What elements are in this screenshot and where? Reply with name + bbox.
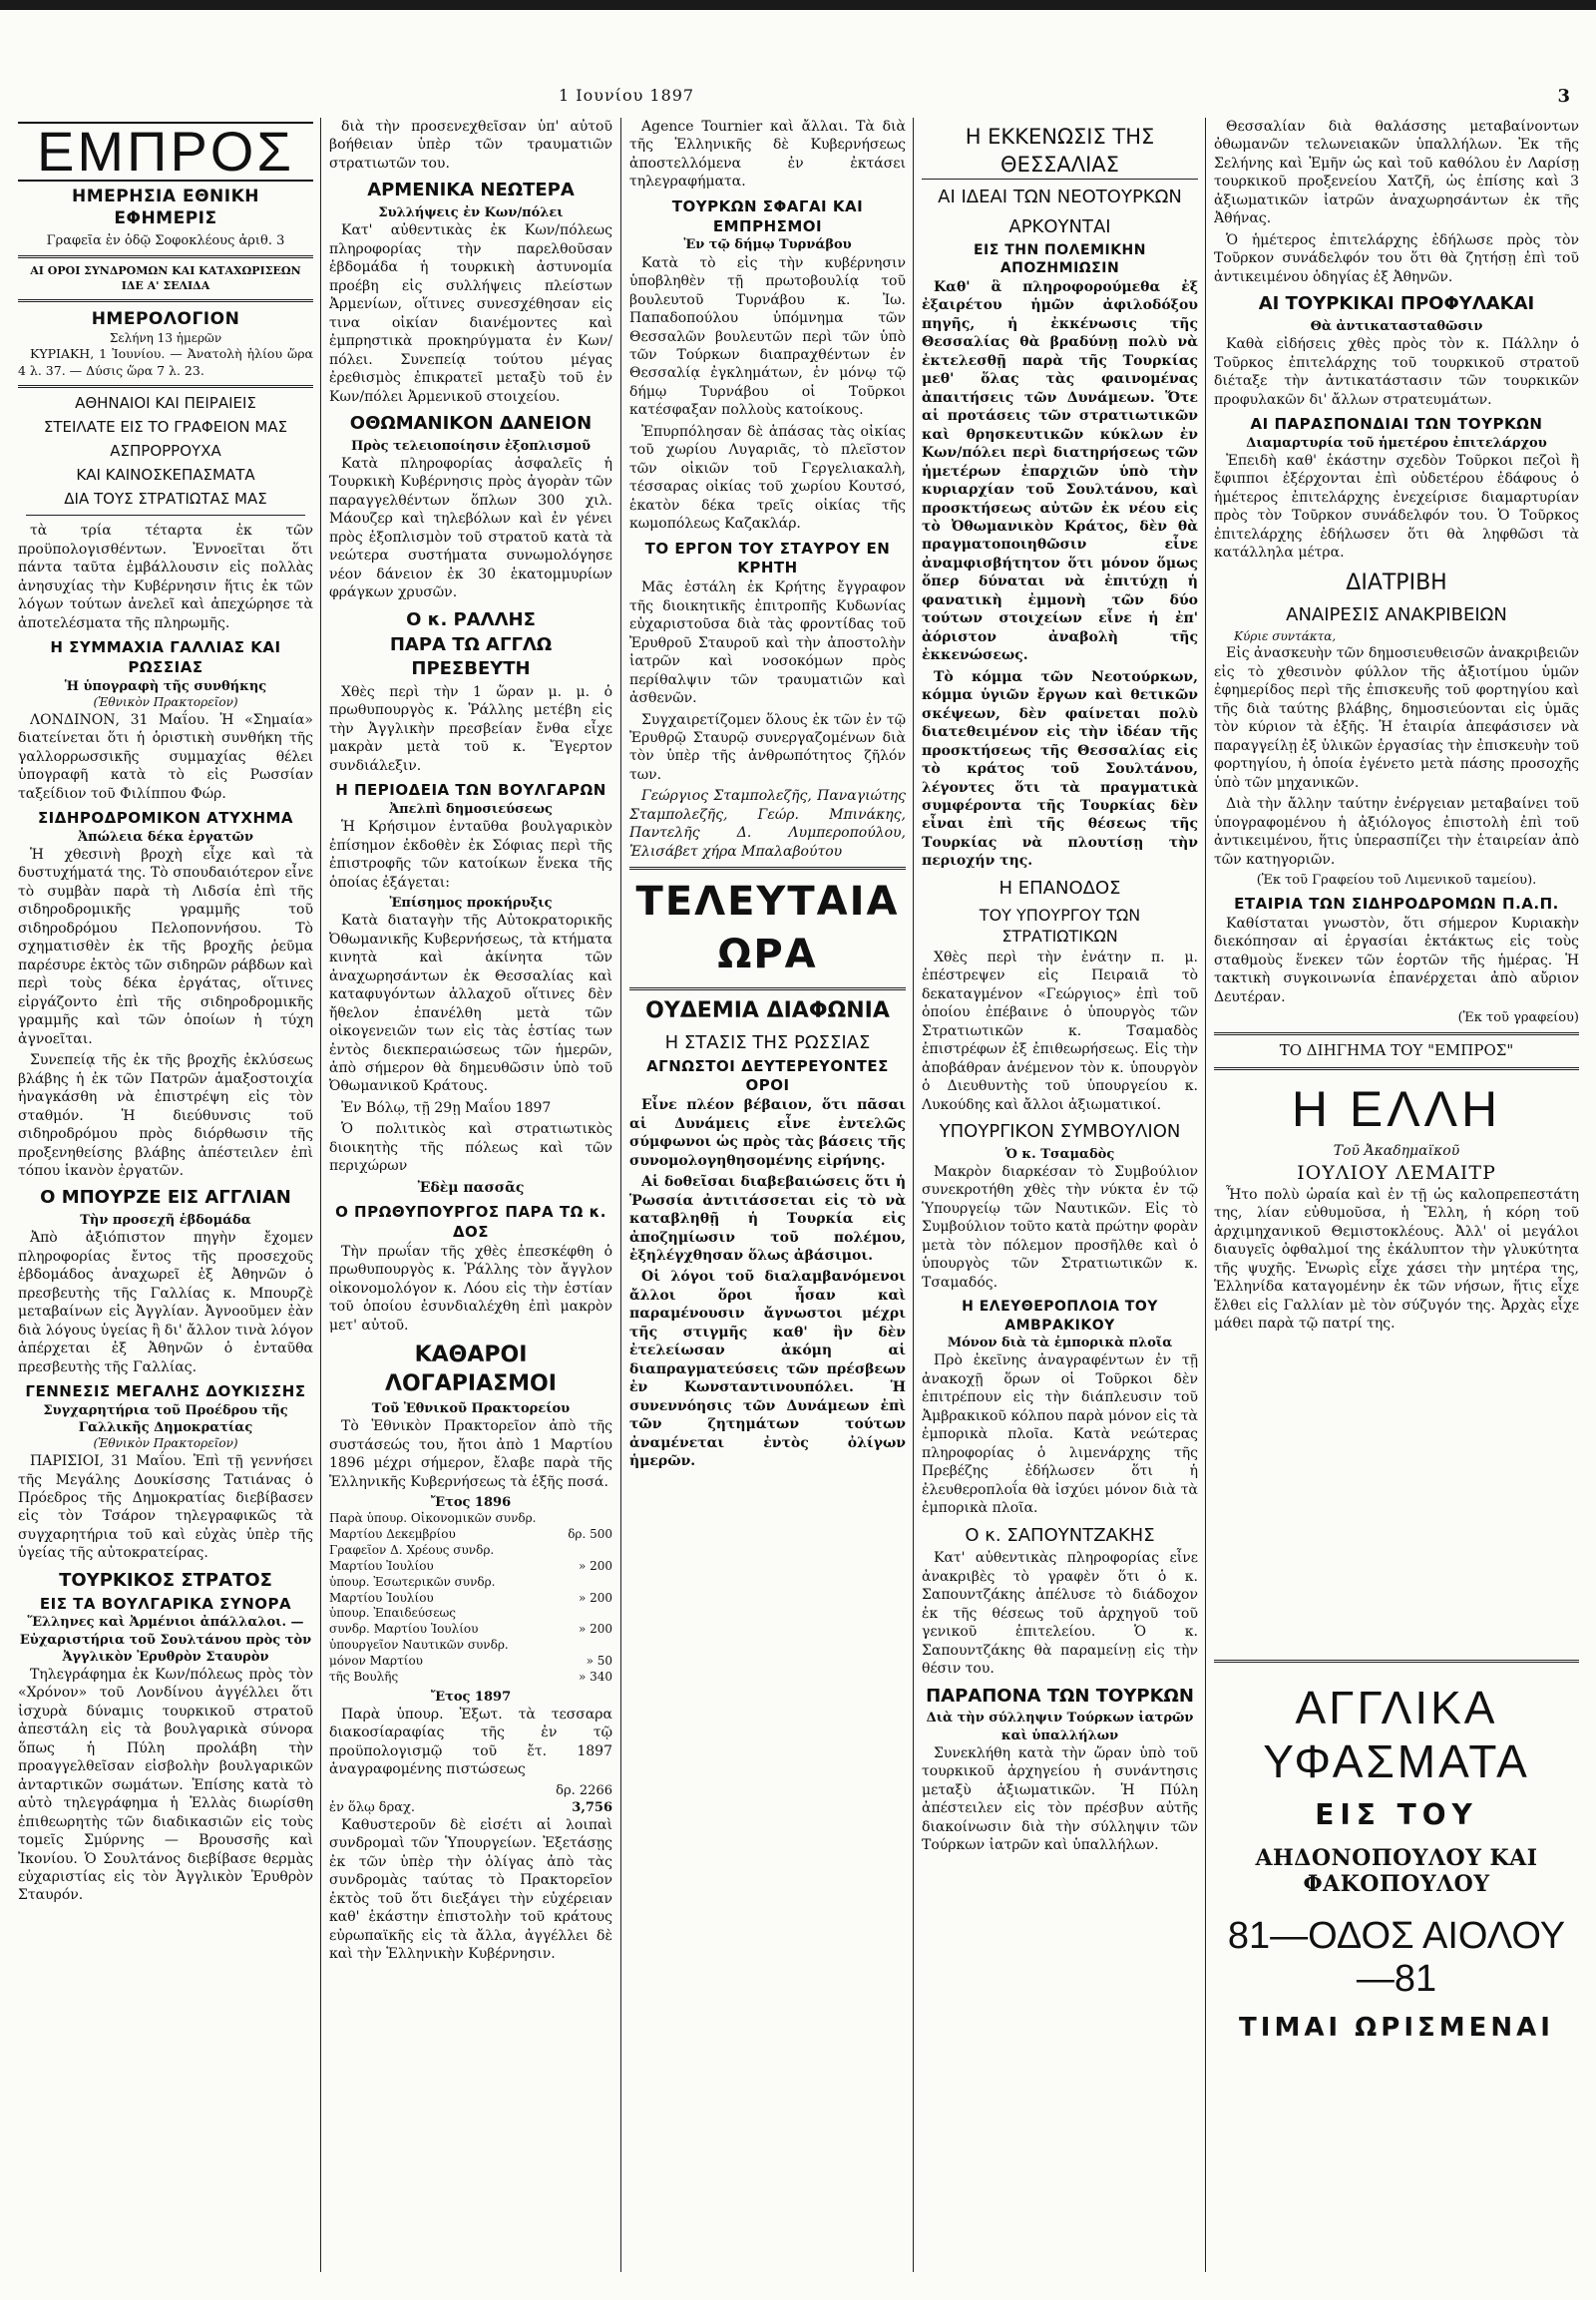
article-heading: Η ΕΛΕΥΘΕΡΟΠΛΟΙΑ ΤΟΥ ΑΜΒΡΑΚΙΚΟΥ [962,1299,1158,1334]
article-heading: ΔΙΑΤΡΙΒΗ [1346,570,1447,595]
article-text: Κατ' αὐθεντικὰς ἐκ Κων/πόλεως πληροφορίας τὴν παρελθοῦσαν ἑβδομάδα ἡ τουρκικὴ ἀστυνομία προέβη εἰς συλλήψεις πλείστων Ἀρμενίων, οἵτινες συνεσχέθησαν εἰς τινα οἰκίαν διανέμοντες καὶ ἐμπρηστικὰ προκηρύγματα ἐν Κων/πόλει. Συνεπείᾳ τούτου μέγας ἐρεθισμὸς ἐπικρατεῖ μεταξὺ τοῦ ἐν Κων/πόλει Ἀρμενικοῦ στοιχείου. [329,222,612,405]
article-heading: Ο κ. ΡΑΛΛΗΣ [406,608,536,630]
ledger-year: Ἔτος 1896 [430,1495,512,1511]
ledger-row [329,1511,612,1527]
top-border [0,0,1596,10]
ledger-label: Μαρτίου Ἰουλίου [329,1590,434,1605]
article-text: Αἱ δοθεῖσαι διαβεβαιώσεις ὅτι ἡ Ῥωσσία ἀντιτάσσεται εἰς τὸ νὰ καταβληθῇ ἡ Τουρκία εἰς ἀποζημίωσιν τοῦ πολέμου, ἐξηλέγχθησαν ὅλως ἀβάσιμοι. [629,1174,906,1264]
article-text: Κατ' αὐθεντικὰς πληροφορίας εἶνε ἀνακριβὲς τὸ γραφὲν ὅτι ὁ κ. Σαπουντζάκης ἀπέλυσε τὸ διάδοχον ἐκ τῆς θέσεως τοῦ ἀρχηγοῦ τοῦ γενικοῦ ἐπιτελείου. Ὁ κ. Σαπουντζάκης θὰ παραμείνῃ εἰς τὴν θέσιν του. [922,1550,1198,1678]
ad-line: ΑΓΓΛΙΚΑ ΥΦΑΣΜΑΤΑ [1263,1682,1530,1787]
article-heading: ΕΙΣ ΤΗΝ ΠΟΛΕΜΙΚΗΝ ΑΠΟΖΗΜΙΩΣΙΝ [973,241,1146,277]
ad-line: ΤΙΜΑΙ ΩΡΙΣΜΕΝΑΙ [1239,2013,1554,2043]
article-text: Ἐπυρπόλησαν δὲ ἁπάσας τὰς οἰκίας τοῦ χωρίου Λυγαριᾶς, τὸ πλεῖστον τῶν οἰκιῶν τοῦ Γεργελιακαλὴ, τέσσαρας οἰκίας τοῦ χωρίου Κουτσό, ἑκατὸν δέκα τρεῖς οἰκίας τῆς κωμοπόλεως Καζακλάρ. [629,423,906,533]
ledger-label: Γραφεῖον Δ. Χρέους συνδρ. [329,1543,495,1558]
article-text: ΛΟΝΔΙΝΟΝ, 31 Μαΐου. Ἡ «Σημαία» διατείνεται ὅτι ἡ ὁριστικὴ συνθήκη τῆς γαλλορρωσσικῆς συμμαχίας θέλει ὑπογραφῆ κατὰ τὸ εἰς Ρωσσίαν ταξείδιον τοῦ Φιλίππου Φώρ. [18,711,313,802]
article-text: Κατὰ διαταγὴν τῆς Αὐτοκρατορικῆς Ὀθωμανικῆς Κυβερνήσεως, τὰ κτήματα κινητὰ καὶ ἀκίνητα τῶν ἀναχωρησάντων ἐκ Θεσσαλίας καὶ καταφυγόντων ἀλλαχοῦ οἵτινες δὲν ἤθελον ἐπανέλθη μετὰ τῶν οἰκογενειῶν των εἰς τὰς ἑστίας των ἐντὸς διεκπεραιώσεως τῶν ἡμερῶν, ἀπὸ σήμερον θὰ δημευθῶσιν ὑπὸ τοῦ Ὀθωμανικοῦ Κράτους. [329,913,612,1095]
article-text: Παρὰ ὑπουρ. Ἐξωτ. τὰ τεσσαρα διακοσίαραφίας τῆς ἐν τῷ προϋπολογισμῷ τοῦ ἔτ. 1897 ἀναγραφομένης πιστώσεως [329,1706,612,1778]
office-address: Γραφεῖα ἐν ὁδῷ Σοφοκλέους ἀριθ. 3 [46,232,285,248]
advertisement [1214,1660,1579,2161]
article-subheading: Ἀπώλεια δέκα ἐργατῶν [78,829,253,845]
article-text: διὰ τὴν προσενεχθεῖσαν ὑπ' αὐτοῦ βοήθειαν ὑπὲρ τῶν τραυματιῶν στρατιωτῶν του. [329,119,612,172]
article-subheading: Ἡ ὑπογραφὴ τῆς συνθήκης [64,678,267,694]
ledger-row [329,1622,612,1638]
ad-line: 81—ΟΔΟΣ ΑΙΟΛΟΥ—81 [1227,1915,1566,2000]
article-text: Διὰ τὴν ἄλλην ταύτην ἐνέργειαν μεταβαίνει τοῦ ὑπογραφομένου ἡ ἀξιόλογος ἐπιστολὴ ἐπὶ τοῦ ἀντικειμένου, ἥτις ὑπερασπίζει τὴν ἑταιρείαν ἀπὸ τῶν κατηγοριῶν. [1214,796,1579,868]
article-text: Συγχαιρετίζομεν ὅλους ἐκ τῶν ἐν τῷ Ἐρυθρῷ Σταυρῷ συνεργαζομένων διὰ τὸν ὑπὲρ τῆς ἀνθρωπότητος ζῆλόν των. [629,711,906,783]
ad-heading: ΚΑΙ ΚΑΙΝΟΣΚΕΠΑΣΜΑΤΑ [76,465,255,484]
ledger-label: ὑπουργεῖον Ναυτικῶν συνδρ. [329,1638,509,1653]
article-heading: Η ΠΕΡΙΟΔΕΙΑ ΤΩΝ ΒΟΥΛΓΑΡΩΝ [335,781,606,800]
divider [1214,1067,1579,1070]
article-subheading: Ἕλληνες καὶ Ἀρμένιοι ἀπάλλαλοι. — Εὐχαριστήρια τοῦ Σουλτάνου πρὸς τὸν Ἀγγλικὸν Ἐρυθρὸν Σταυρὸν [19,1615,312,1665]
ledger-value: » 200 [578,1590,612,1605]
article-text: Ἀπὸ ἀξιόπιστον πηγὴν ἔχομεν πληροφορίας ἔντος τῆς προσεχοῦς ἑβδομάδος ἀναχωρεῖ ἐξ Ἀθηνῶν ὁ πρεσβευτὴς τῆς Γαλλίας κ. Μπουρζὲ μεταβαίνων εἰς Ἀγγλίαν. Ἀγνοοῦμεν ἐὰν διὰ λόγους ὑγείας ἢ δι' ἄλλον τινὰ λόγον ἀπέρχεται ἐξ Ἀθηνῶν ὁ ἐνταῦθα πρεσβευτὴς τῆς Γαλλίας. [18,1230,313,1375]
article-signature-name: Ἐδὲμ πασσᾶς [417,1179,525,1196]
article-text: Τὸ Ἐθνικὸν Πρακτορεῖον ἀπὸ τῆς συστάσεώς του, ἤτοι ἀπὸ 1 Μαρτίου 1896 μέχρι σήμερον, ἔλαβε παρὰ τῆς Ἑλληνικῆς Κυβερνήσεως τὰ ἑξῆς ποσά. [329,1418,612,1490]
article-source: (Ἐθνικὸν Πρακτορεῖον) [93,694,238,709]
ledger-label: ὑπουρ. Ἐσωτερικῶν συνδρ. [329,1574,496,1589]
article-heading: ΑΙ ΠΑΡΑΣΠΟΝΔΙΑΙ ΤΩΝ ΤΟΥΡΚΩΝ [1250,415,1543,433]
article-subheading: Θὰ ἀντικατασταθῶσιν [1310,318,1483,334]
article-source: (Ἐκ τοῦ Γραφείου τοῦ Λιμενικοῦ ταμείου). [1256,873,1537,888]
article-signature: Γεώργιος Σταμπολεζῆς, Παναγιώτης Σταμπολεζῆς, Γεώρ. Μπινάκης, Παντελῆς Δ. Λυμπεροπούλου, Ἐλισάβετ χήρα Μπαλαβούτου [629,788,906,860]
article-heading: Η ΣΤΑΣΙΣ ΤΗΣ ΡΩΣΣΙΑΣ [664,1031,871,1053]
divider [629,867,906,870]
ledger-value: » 200 [578,1622,612,1637]
ledger-sum: δρ. 2266 [556,1782,612,1798]
article-heading: ΤΟΥ ΥΠΟΥΡΓΟΥ ΤΩΝ ΣΤΡΑΤΙΩΤΙΚΩΝ [979,905,1141,946]
ledger-row [329,1575,612,1591]
article-text: Κατὰ τὸ εἰς τὴν κυβέρνησιν ὑποβληθὲν τῇ πρωτοβουλίᾳ τοῦ βουλευτοῦ Τυρνάβου κ. Ἰω. Παπαδοπούλου ὑπόμνημα τῶν Θεσσαλῶν βουλευτῶν περὶ τῶν ὑπὸ τῶν Τούρκων διαπραχθέντων ἐν Θεσσαλίᾳ ἐγκλημάτων, ἐν μόνῳ τῷ δήμῳ Τυρνάβου οἱ Τοῦρκοι κατέσφαξαν πολλοὺς κατοίκους. [629,254,906,419]
ledger-total-row [329,1799,612,1816]
article-text: Συνεπείᾳ τῆς ἐκ τῆς βροχῆς ἐκλύσεως βλάβης ἡ ἐκ τῶν Πατρῶν ἁμαξοστοιχία ἠναγκάσθη νὰ ἐπιστρέψη εἰς τὸν σταθμόν. Ἡ διεύθυνσις τοῦ σιδηροδρόμου πρὸς διόρθωσιν τῆς προξενηθείσης βλάβης ἀπέστειλεν ἐπὶ τόπου ἱκανὸν ἐργατῶν. [18,1052,313,1179]
article-heading: ΑΡΜΕΝΙΚΑ ΝΕΩΤΕΡΑ [367,180,575,201]
ad-text: τὰ τρία τέταρτα ἐκ τῶν προϋπολογισθέντων. Ἐννοεῖται ὅτι πάντα ταῦτα ἐμβάλλουσιν εἰς πολλὰς ἀνησυχίας τὴν Κυβέρνησιν ἥτις ἐκ τῶν λόγων τούτων ἀνελεῖ καὶ ἀπεχώρησε τὰ ἀποτελέσματα τῆς πληρωμῆς. [18,523,313,631]
article-subheading: Μόνον διὰ τὰ ἐμπορικὰ πλοῖα [947,1336,1173,1351]
divider [18,255,313,258]
ad-heading: ΑΘΗΝΑΙΟΙ ΚΑΙ ΠΕΙΡΑΙΕΙΣ [75,394,256,413]
article-heading: ΚΑΘΑΡΟΙ ΛΟΓΑΡΙΑΣΜΟΙ [385,1342,557,1397]
calendar-title: ΗΜΕΡΟΛΟΓΙΟΝ [91,309,240,330]
ledger-row [329,1654,612,1670]
story-from: Τοῦ Ἀκαδημαϊκοῦ [1333,1143,1460,1160]
divider [1214,1032,1579,1035]
article-text: Εἶνε πλέον βέβαιον, ὅτι πᾶσαι αἱ Δυνάμεις εἶνε ἐντελῶς σύμφωνοι ὡς πρὸς τὰς βάσεις τῆς συνομολογηθησομένης εἰρήνης. [629,1097,906,1169]
article-subheading: Πρὸς τελειοποίησιν ἐξοπλισμοῦ [351,438,591,454]
divider [18,385,313,388]
article-text: Καθὰ εἰδήσεις χθὲς πρὸς τὸν κ. Πάλλην ὁ Τοῦρκος ἐπιτελάρχης τοῦ τουρκικοῦ στρατοῦ διέταξε τὴν ἀντικατάστασιν τῶν τουρκικῶν προφυλακῶν δι' ἄλλων στρατευμάτων. [1214,336,1579,408]
article-text: Μακρὸν διαρκέσαν τὸ Συμβούλιον συνεκροτήθη χθὲς τὴν νύκτα ἐν τῷ Ὑπουργείῳ τῶν Ναυτικῶν. Εἰς τὸ Συμβούλιον τοῦτο κατὰ πρώτην φορὰν μετὰ τὸν πόλεμον προσῆλθε καὶ ὁ ὑπουργὸς τῶν Στρατιωτικῶν κ. Τσαμαδός. [922,1163,1198,1291]
article-heading: ΠΑΡΑ ΤΩ ΑΓΓΛΩ ΠΡΕΣΒΕΥΤΗ [389,634,553,680]
article-heading: Η ΣΥΜΜΑΧΙΑ ΓΑΛΛΙΑΣ ΚΑΙ ΡΩΣΣΙΑΣ [50,638,281,676]
article-text: Χθὲς περὶ τὴν ἐνάτην π. μ. ἐπέστρεψεν εἰς Πειραιᾶ τὸ δεκαταγμένον «Γεώργιος» ἐπὶ τοῦ ὁποίου ἐπέβαινε ὁ ὑπουργὸς τῶν Στρατιωτικῶν κ. Τσαμαδὸς ἐπιστρέφων ἐξ ἐπιθεωρήσεως. Εἰς τὴν ἀποβάθραν ἀνέμενον τὸν κ. ὑπουργὸν ὁ Διευθυντὴς τοῦ ὑπουργείου κ. Λυκούδης καὶ ἄλλοι ἀξιωματικοί. [922,949,1198,1113]
article-heading: ΑΙ ΙΔΕΑΙ ΤΩΝ ΝΕΟΤΟΥΡΚΩΝ [938,187,1182,208]
ledger-total-label: ἐν ὅλῳ δραχ. [329,1799,416,1815]
article-subheading: Διαμαρτυρία τοῦ ἡμετέρου ἐπιτελάρχου [1246,435,1547,451]
article-heading: ΟΘΩΜΑΝΙΚΟΝ ΔΑΝΕΙΟΝ [349,413,593,434]
article-text: Μᾶς ἐστάλη ἐκ Κρήτης ἔγγραφον τῆς διοικητικῆς ἐπιτροπῆς Κυδωνίας εὐχαριστοῦσα διὰ τὰς φροντίδας τοῦ Ἐρυθροῦ Σταυροῦ καὶ τὴν ἀποστολὴν ἰατρῶν καὶ νοσοκόμων πρὸς περίθαλψιν τῶν τραυματιῶν καὶ ἀσθενῶν. [629,579,906,707]
column-3 [629,118,906,2272]
ledger-row [329,1606,612,1622]
article-subheading: Συλλήψεις ἐν Κων/πόλει [378,205,564,221]
article-subheading: Ὁ κ. Τσαμαδὸς [1004,1146,1115,1162]
article-heading: ΑΙ ΤΟΥΡΚΙΚΑΙ ΠΡΟΦΥΛΑΚΑΙ [1258,293,1535,315]
calendar-line: ΚΥΡΙΑΚΗ, 1 Ἰουνίου. — Ἀνατολὴ ἡλίου ὥρα 4 λ. 37. — Δύσις ὥρα 7 λ. 23. [18,346,313,378]
article-text: Agence Tournier καὶ ἄλλαι. Τὰ διὰ τῆς Ἑλληνικῆς δὲ Κυβερνήσεως ἀποστελλόμενα ἐν ἐκτάσει τηλεγραφήματα. [629,119,906,191]
column-rule [1205,118,1206,2272]
article-heading: ΟΥΔΕΜΙΑ ΔΙΑΦΩΝΙΑ [645,997,890,1023]
ledger-row [329,1543,612,1559]
article-heading: ΑΡΚΟΥΝΤΑΙ [1008,216,1111,238]
ledger-value: δρ. 500 [568,1527,612,1542]
ledger-label: ὑπουρ. Ἐπαιδεύσεως [329,1606,456,1621]
ledger-year: Ἔτος 1897 [430,1689,512,1705]
article-text: Συνεκλήθη κατὰ τὴν ὥραν ὑπὸ τοῦ τουρκικοῦ ἀρχηγείου ἡ συνάντησις μεταξὺ ἀξιωματικῶν. Ἡ Πύλη ἀπέστειλεν εἰς τὸν πρέσβυν αὐτῆς διακοίνωσιν διὰ τὴν σύλληψιν τῶν Τούρκων ἰατρῶν καὶ ὑπαλλήλων. [922,1744,1198,1853]
article-text: Πρὸ ἐκεῖνης ἀναγραφέντων ἐν τῇ ἀνακοχῇ ὅρων οἱ Τοῦρκοι δὲν ἐπιτρέπουν εἰς τὴν διάπλευσιν τοῦ Ἀμβρακικοῦ κόλπου παρὰ μόνον εἰς τὰ ἐμπορικὰ πλοῖα. Κατὰ νεώτερας πληροφορίας ὁ λιμενάρχης τῆς Πρεβέζης ἐδήλωσεν ὅτι ἡ ἐλευθεροπλοΐα θὰ ἰσχύει μόνον διὰ τὰ ἐμπορικὰ πλοῖα. [922,1352,1198,1517]
article-text: Οἱ λόγοι τοῦ διαλαμβανόμενοι ἄλλοι ὅροι ἦσαν καὶ παραμένουσιν ἄγνωστοι μέχρι τῆς στιγμῆς καθ' ἣν δὲν ἐτελείωσαν ἀκόμη αἱ διαπραγματεύσεις τῶν πρέσβεων ἐν Κωνσταντινουπόλει. Ἡ συνεννόησις τῶν Δυνάμεων ἐπὶ τῶν ζητημάτων τούτων ἀναμένεται ἐντὸς ὀλίγων ἡμερῶν. [629,1269,906,1470]
article-heading: ΑΝΑΙΡΕΣΙΣ ΑΝΑΚΡΙΒΕΙΩΝ [1286,603,1507,625]
column-5 [1214,118,1579,1654]
ledger-value: » 50 [586,1653,612,1668]
ad-heading: ΣΤΕΙΛΑΤΕ ΕΙΣ ΤΟ ΓΡΑΦΕΙΟΝ ΜΑΣ [43,418,288,437]
ledger-table [329,1511,612,1685]
article-text: Θεσσαλίαν διὰ θαλάσσης μεταβαίνοντων ὀθωμανῶν τελωνειακῶν ὑπαλλήλων. Ἐκ τῆς Σελήνης καὶ Ἐμῆν ὡς καὶ τοῦ καθόλου ἐν Λαρίσῃ τουρκικοῦ προξενείου Χατζῆ, ὡς ἐπίσης καὶ 3 ἀξιωματικῶν ἰατρῶν ἀναχωρησάντων ἐκ τῆς Ἀθήνας. [1214,119,1579,227]
article-text: Τηλεγράφημα ἐκ Κων/πόλεως πρὸς τὸν «Χρόνον» τοῦ Λονδίνου ἀγγέλλει ὅτι ἰσχυρὰ δύναμις τουρκικοῦ στρατοῦ ἀπεστάλη εἰς τὰ βουλγαρικὰ σύνορα ὅπως ἡ Πύλη προλάβη τὴν προαγγελθεῖσαν εἰσβολὴν βουλγαρικῶν ἀνταρτικῶν σωμάτων. Ἐπίσης κατὰ τὸ αὐτὸ τηλεγράφημα ἡ Ἑλλὰς διωρίσθη ἐπιθεωρητὴς τῶν διαδικασιῶν εἰς τοὺς τομεῖς Σμύρνης — Βρουσσῆς καὶ Ἰκονίου. Ὁ Σουλτάνος διεβίβασε θερμὰς εὐχαριστίας εἰς τὸν Ἀγγλικὸν Ἐρυθρὸν Σταυρόν. [18,1666,313,1904]
article-subheading: Συγχαρητήρια τοῦ Προέδρου τῆς Γαλλικῆς Δημοκρατίας [43,1402,288,1436]
article-heading: ΤΟΥΡΚΙΚΟΣ ΣΤΡΑΤΟΣ [59,1569,272,1591]
article-source: (Ἐκ τοῦ γραφείου) [1457,1010,1579,1026]
article-text: Ἐπειδὴ καθ' ἑκάστην σχεδὸν Τοῦρκοι πεζοὶ ἢ ἔφιπποι ἐξέρχονται ἐπὶ οὐδετέρου ἐδάφους ὁ ἡμέτερος ἐπιτελάρχης ἐνεχείρισε διαμαρτυρίαν πρὸς τὸν Τοῦρκον συνάδελφόν του. Ὁ Τοῦρκος ἐπιτελάρχης ἐδήλωσεν ὅτι θὰ ληφθῶσι τὰ κατάλληλα μέτρα. [1214,452,1579,562]
article-heading: Ο ΜΠΟΥΡΖΕ ΕΙΣ ΑΓΓΛΙΑΝ [40,1187,291,1209]
header-date: 1 Ιουνίου 1897 [559,86,695,105]
ad-heading: ΑΣΠΡΟΡΡΟΥΧΑ [110,441,221,460]
ledger-row [329,1638,612,1654]
ledger-label: συνδρ. Μαρτίου Ἰουλίου [329,1622,479,1637]
column-2 [329,118,612,2272]
ledger-label: Μαρτίου Ἰουλίου [329,1558,434,1573]
article-text: Τὴν πρωΐαν τῆς χθὲς ἐπεσκέφθη ὁ πρωθυπουργὸς κ. Ῥάλλης τὸν ἄγγλον οἰκονομολόγον κ. Λόου εἰς τὴν ἑστίαν τοῦ ὁποίου ἐσυνδιαλέχθη ἐπὶ μακρὸν μετ' αὐτοῦ. [329,1243,612,1334]
terms-note: ΑΙ ΟΡΟΙ ΣΥΝΔΡΟΜΩΝ ΚΑΙ ΚΑΤΑΧΩΡΙΣΕΩΝ ΙΔΕ Α' ΣΕΛΙΔΑ [30,264,301,292]
article-text: Κατὰ πληροφορίας ἀσφαλεῖς ἡ Τουρκικὴ Κυβέρνησις πρὸς ἀγορὰν τῶν παραγγελθέντων ὅπλων 300 χιλ. Μάουζερ καὶ τηλεβόλων καὶ ἐν γένει πρὸς ἐξοπλισμὸν τοῦ στρατοῦ κατὰ τὰ νεώτερα συστήματα συνωμολόγησε νέον δάνειον ἐκ 30 ἑκατομμυρίων φράγκων χρυσῶν. [329,455,612,601]
article-heading: Η ΕΚΚΕΝΩΣΙΣ ΤΗΣ ΘΕΣΣΑΛΙΑΣ [922,124,1198,180]
article-subheading: ΑΓΝΩΣΤΟΙ ΔΕΥΤΕΡΕΥΟΝΤΕΣ ΟΡΟΙ [646,1056,889,1095]
article-subheading: Ἐπίσημος προκήρυξις [389,896,553,912]
ad-line: ΑΗΔΟΝΟΠΟΥΛΟΥ ΚΑΙ ΦΑΚΟΠΟΥΛΟΥ [1255,1845,1538,1897]
article-text: ΠΑΡΙΣΙΟΙ, 31 Μαΐου. Ἐπὶ τῇ γεννήσει τῆς Μεγάλης Δουκίσσης Τατιάνας ὁ Πρόεδρος τῆς Δημοκρατίας διεβίβασεν εἰς τὸν Τσάρον τηλεγραφικῶς τὰ συγχαρητήρια τοῦ καὶ εὐχὰς ὑπὲρ τῆς ὑγείας τῆς αὐτοκρατείρας. [18,1453,313,1562]
divider [26,515,305,516]
article-heading: ΤΟ ΕΡΓΟΝ ΤΟΥ ΣΤΑΥΡΟΥ ΕΝ ΚΡΗΤΗ [644,539,891,577]
article-text: Καθίσταται γνωστὸν, ὅτι σήμερον Κυριακὴν διεκόπησαν αἱ ἐργασίαι ἐκτάκτως εἰς τοὺς σταθμοὺς ἕνεκεν τῶν ἑορτῶν τῆς ἡμέρας. Ἡ τακτικὴ συγκοινωνία ἐπανέρχεται ἀπὸ αὔριον Δευτέραν. [1214,915,1579,1005]
article-signature: Ὁ πολιτικὸς καὶ στρατιωτικὸς διοικητὴς τῆς πόλεως καὶ τῶν περιχώρων [329,1121,612,1175]
article-subheading: Τὴν προσεχῆ ἑβδομάδα [80,1213,251,1229]
ledger-row [329,1559,612,1575]
story-title: Η ΕΛΛΗ [1291,1081,1502,1138]
ledger-label: Παρὰ ὑπουρ. Οἰκονομικῶν συνδρ. [329,1511,537,1526]
article-subheading: Ἀπελπὶ δημοσιεύσεως [389,802,553,818]
article-heading: ΕΙΣ ΤΑ ΒΟΥΛΓΑΡΙΚΑ ΣΥΝΟΡΑ [39,1594,292,1613]
ad-line: ΕΙΣ ΤΟΥ [1315,1798,1478,1831]
column-rule [320,118,321,2272]
article-heading: Ο ΠΡΩΘΥΠΟΥΡΓΟΣ ΠΑΡΑ ΤΩ κ. ΔΟΣ [335,1203,606,1242]
ledger-label: μόνον Μαρτίου [329,1653,423,1668]
divider [629,987,906,990]
calendar-moon: Σελήνη 13 ἡμερῶν [109,330,222,345]
article-heading: Η ΕΠΑΝΟΔΟΣ [998,877,1121,899]
article-heading: ΣΙΔΗΡΟΔΡΟΜΙΚΟΝ ΑΤΥΧΗΜΑ [37,809,294,828]
article-text: Εἰς ἀνασκευὴν τῶν δημοσιευθεισῶν ἀνακριβειῶν εἰς τὸ χθεσινὸν φύλλον τῆς ἀξιοτίμου ὑμῶν ἐφημερίδος περὶ τῆς ἐπισκευῆς τοῦ φορτηγίου καὶ τῆς διὰ ταύτης βλάβης, δημοσιεύονται εἰς ὑμᾶς τὸν κύριον τὰ ἑξῆς. Ἡ ἑταιρία ἀπεφάσισεν νὰ παραγγείλῃ ἐξ ὑλικῶν ἐργασίας τὴν ἐπισκευὴν τοῦ φορτηγίου, ἡ ὁποία ἐγένετο μετὰ πάσης προσοχῆς ὑπὸ τῶν μηχανικῶν. [1214,645,1579,791]
page-number: 3 [1557,86,1570,107]
article-subheading: Τοῦ Ἐθνικοῦ Πρακτορείου [371,1401,571,1417]
last-hour-heading: ΤΕΛΕΥΤΑΙΑ ΩΡΑ [635,879,900,978]
article-subheading: Διὰ τὴν σύλληψιν Τούρκων ἰατρῶν καὶ ὑπαλλήλων [926,1711,1194,1743]
column-1 [18,118,313,2272]
column-rule [620,118,621,2272]
ad-heading: ΔΙΑ ΤΟΥΣ ΣΤΡΑΤΙΩΤΑΣ ΜΑΣ [64,489,267,508]
article-text: Τὸ κόμμα τῶν Νεοτούρκων, κόμμα ὑγιῶν ἔργων καὶ θετικῶν σκέψεων, δὲν φαίνεται πολὺ διατεθειμένον εἰς τὴν ἰδέαν τῆς προσκτήσεως τῆς Θεσσαλίας εἰς τὸ κράτος τοῦ Σουλτάνου, λέγοντες ὅτι τὰ πραγματικὰ συμφέροντα τῆς Τουρκίας δὲν εἶναι ἐπὶ τῆς θέσεως τῆς Τουρκίας νὰ πλουτίσῃ τὴν περιοχήν της. [922,668,1198,870]
ledger-value: » 340 [578,1669,612,1684]
ledger-value: » 200 [578,1558,612,1573]
letter-salutation: Κύριε συντάκτα, [1234,628,1337,643]
story-label: ΤΟ ΔΙΗΓΗΜΑ ΤΟΥ "ΕΜΠΡΟΣ" [1279,1041,1514,1060]
ledger-label: Μαρτίου Δεκεμβρίου [329,1527,456,1542]
article-text: Καθυστεροῦν δὲ εἰσέτι αἱ λοιπαὶ συνδρομαὶ τῶν Ὑπουργείων. Ἐξετάσῃς ἐκ τῶν ὑπὲρ τὴν ὁλίγας ἀπὸ τὰς συνδρομὰς ταύτας τὸ Πρακτορεῖον ἐκτὸς τοῦ ὅτι διεξάγει τὴν εὐχέρειαν καθ' ἑκάστην ἐπιστολὴν τοῦ κράτους εὐρωπαϊκῆς εἰς τὰ ἄλλα, ἀγγέλλει δὲ καὶ τὴν Ἑλληνικὴν Κυβέρνησιν. [329,1816,612,1963]
ledger-row [329,1670,612,1686]
article-source: (Ἐθνικὸν Πρακτορεῖον) [93,1436,238,1451]
article-heading: ΤΟΥΡΚΩΝ ΣΦΑΓΑΙ ΚΑΙ ΕΜΠΡΗΣΜΟΙ [671,196,864,235]
article-text: Ἡ Κρήσιμον ἐνταῦθα βουλγαρικὸν ἐπίσημον ἐκδοθὲν ἐκ Σόφιας περὶ τῆς ἐπιστροφῆς τῶν κατοίκων ἕνεκα τῆς ὁποίας ἐξάγεται: [329,819,612,891]
divider [18,299,313,302]
article-text: Καθ' ἃ πληροφορούμεθα ἐξ ἐξαιρέτου ἡμῶν ἀφιλοδόξου πηγῆς, ἡ ἐκκένωσις τῆς Θεσσαλίας θὰ βραδύνῃ πολὺ νὰ ἐκτελεσθῇ παρὰ τῆς Τουρκίας μεθ' ὅλας τὰς φαινομένας ἀπαιτήσεις τῶν Δυνάμεων. Ὅτε αἱ προτάσεις τῶν στρατιωτικῶν καὶ θρησκευτικῶν κύκλων ἐν Κων/πόλει περὶ διατηρήσεως τῶν ἡμετέρων ἐπαρχιῶν ὑπὸ τὴν κυριαρχίαν τοῦ Σουλτάνου, καὶ προσκτήσεως αὐτῶν ἐκ νέου εἰς τὸ Ὀθωμανικὸν Κράτος, δὲν θὰ πραγματοποιηθῶσιν εἶνε ἀναμφισβήτητον ὅτι μόνον ὅμως ὅπερ δύναται νὰ ἐπιτύχῃ ἡ φανατικὴ ἐμμονὴ τῶν δύο τούτων στοιχείων εἶνε ἡ ἐπ' ἀόριστον ἀναβολὴ τῆς ἐκκενώσεως. [922,278,1198,664]
column-4 [922,118,1198,2272]
article-text: Ἡ χθεσινὴ βροχὴ εἶχε καὶ τὰ δυστυχήματά της. Τὸ σπουδαιότερον εἶνε τὸ συμβὰν παρὰ τὴ Λιδσία ἐπὶ τῆς σιδηροδρομικῆς γραμμῆς τοῦ σιδηροδρόμου Πελοποννήσου. Τὸ σχηματισθὲν ἐκ τῆς βροχῆς ῥεῦμα παρέσυρε ἐκτὸς τῶν σιδηρῶν ράβδων καὶ περὶ τοὺς δέκα ἐργάτας, οἵτινες εἰργάζοντο ἐπὶ τῆς σιδηροδρομικῆς γραμμῆς καὶ τῶν ὁποίων ἡ τύχη ἀγνοεῖται. [18,847,313,1047]
article-heading: ΥΠΟΥΡΓΙΚΟΝ ΣΥΜΒΟΥΛΙΟΝ [939,1121,1181,1143]
story-author: ΙΟΥΛΙΟΥ ΛΕΜΑΙΤΡ [1297,1161,1496,1184]
article-signature: Ἐν Βόλῳ, τῇ 29ῃ Μαΐου 1897 [341,1099,552,1116]
article-heading: ΠΑΡΑΠΟΝΑ ΤΩΝ ΤΟΥΡΚΩΝ [926,1685,1194,1707]
article-heading: ΕΤΑΙΡΙΑ ΤΩΝ ΣΙΔΗΡΟΔΡΟΜΩΝ Π.Α.Π. [1234,895,1559,914]
masthead-subtitle: ΗΜΕΡΗΣΙΑ ΕΘΝΙΚΗ ΕΦΗΜΕΡΙΣ [72,187,259,229]
masthead-title: ΕΜΠΡΟΣ [18,122,313,182]
article-text: Ὁ ἡμέτερος ἐπιτελάρχης ἐδήλωσε πρὸς τὸν Τοῦρκον συνάδελφόν του ὅτι θὰ ζητήσῃ ἐπὶ τοῦ ἀντικειμένου ὁδηγίας ἐξ Ἀθηνῶν. [1214,231,1579,285]
article-subheading: Ἐν τῷ δήμῳ Τυρνάβου [683,237,852,253]
article-heading: Ο κ. ΣΑΠΟΥΝΤΖΑΚΗΣ [965,1524,1155,1546]
article-text: Χθὲς περὶ τὴν 1 ὥραν μ. μ. ὁ πρωθυπουργὸς κ. Ῥάλλης μετέβη εἰς τὴν Ἀγγλικὴν πρεσβείαν ἔνθα εἶχε μακρὰν μετὰ τοῦ κ. Ἔγερτον συνδιάλεξιν. [329,683,612,774]
ledger-row [329,1591,612,1607]
ledger-total: 3,756 [572,1799,612,1815]
story-text: Ἦτο πολὺ ὡραία καὶ ἐν τῇ ὡς καλοπρεπεστάτη της, λίαν εὐθυμοῦσα, ἡ Ἔλλη, ἡ κόρη τοῦ ἀρχιμηχανικοῦ Θεμιστοκλέους. Ἀλλ' οἱ μεγάλοι διαυγεῖς ὀφθαλμοί της ἐκάλυπτον τὴν γλυκύτητα τῆς ψυχῆς. Ἐνωρὶς εἶχε χάσει τὴν μητέρα της, Ἑλληνίδα καταγομένην ἐκ τῶν νήσων, ἥτις εἶχε ἔλθει εἰς Γαλλίαν μὲ τὸν σύζυγόν της. Ἀρχὰς εἶχε μάθει παρὰ τῷ πατρί της. [1214,1186,1579,1333]
ledger-label: τῆς Βουλῆς [329,1669,399,1684]
column-rule [913,118,914,2272]
ledger-row [329,1527,612,1543]
article-heading: ΓΕΝΝΕΣΙΣ ΜΕΓΑΛΗΣ ΔΟΥΚΙΣΣΗΣ [25,1382,306,1401]
